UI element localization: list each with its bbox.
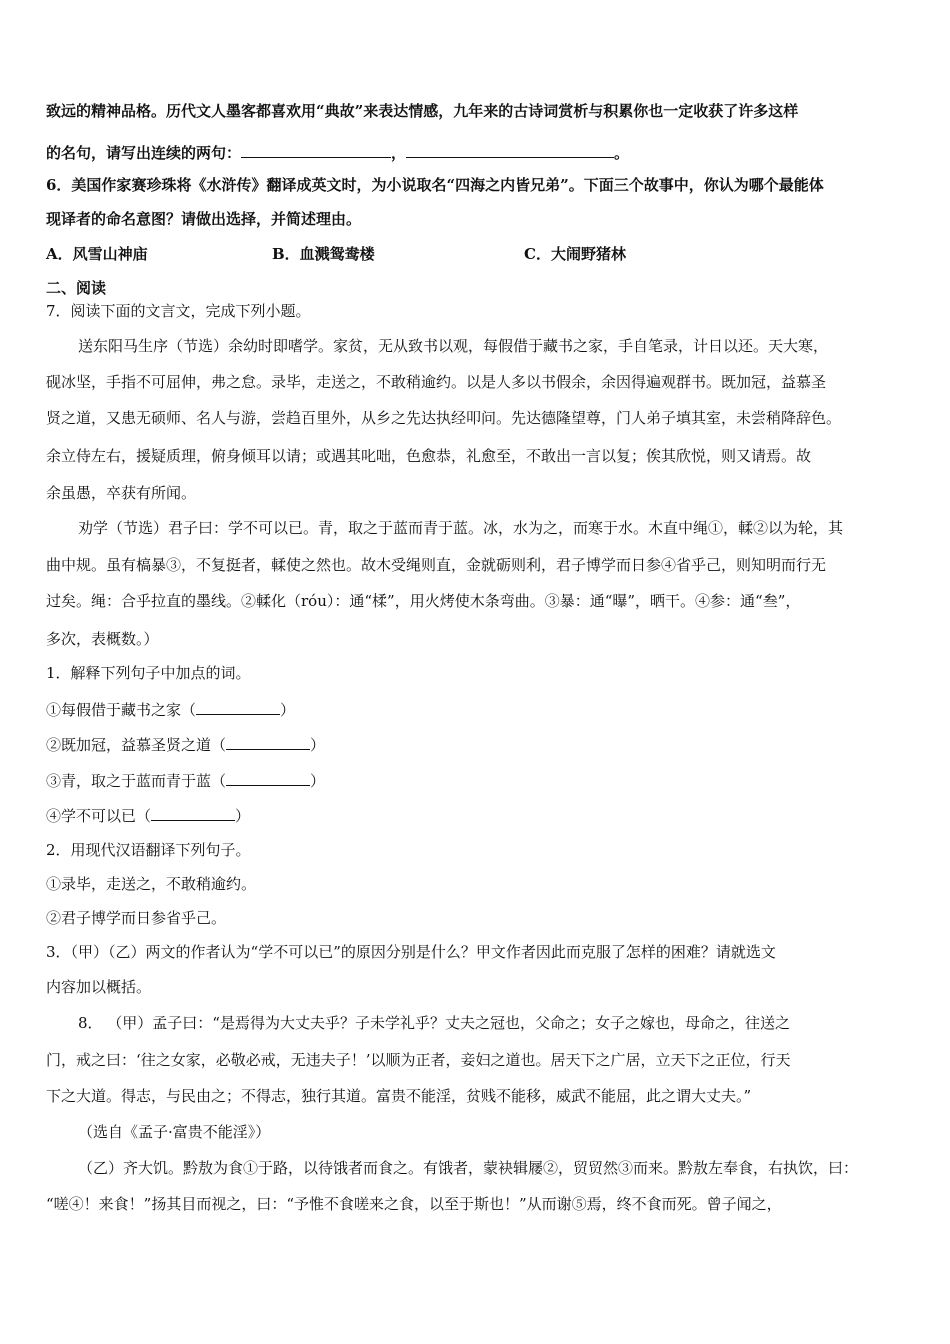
item-text: ④学不可以已（: [46, 807, 152, 825]
paren: ）: [310, 736, 326, 754]
fill-in-line: [46, 141, 629, 163]
paren: ）: [235, 807, 251, 825]
answer-blank[interactable]: [151, 804, 235, 821]
text-yi-line: （乙）齐大饥。黔敖为食①于路，以待饿者而食之。有饿者，蒙袂辑屦②，贸贸然③而来。黔敖左奉食，右执饮，曰：: [78, 1159, 859, 1177]
period: 。: [614, 144, 630, 162]
paragraph-line: 致远的精神品格。历代文人墨客都喜欢用“典故”来表达情感，九年来的古诗词赏析与积累你也一定收获了许多这样: [46, 102, 799, 120]
item-text: ③青，取之于蓝而青于蓝（: [46, 772, 227, 790]
question-6-options: [46, 244, 626, 264]
answer-blank-2[interactable]: [406, 141, 614, 158]
sub-question-2-item: ②君子博学而日参省乎己。: [46, 909, 227, 927]
option-c: C．大闹野猪林: [524, 245, 626, 263]
sub-question-1-title: 1．解释下列句子中加点的词。: [46, 664, 251, 682]
answer-blank-1[interactable]: [241, 141, 391, 158]
question-6-line1: 6．美国作家赛珍珠将《水浒传》翻译成英文时，为小说取名“四海之内皆兄弟”。下面三个故事中，你认为哪个最能体: [46, 176, 824, 194]
answer-blank[interactable]: [226, 769, 310, 786]
question-6-line2: 现译者的命名意图？请做出选择，并简述理由。: [46, 210, 362, 228]
text-a-line: 余虽愚，卒获有所闻。: [46, 484, 197, 502]
text-b-line: 过矣。绳：合乎拉直的墨线。②輮化（róu）：通“楺”，用火烤使木条弯曲。③暴：通“曝”，晒干。④参：通“叁”，: [46, 592, 801, 610]
text-a-line: 送东阳马生序（节选）余幼时即嗜学。家贫，无从致书以观，每假借于藏书之家，手自笔录，计日以还。天大寒，: [78, 337, 829, 355]
sub-question-3-line1: 3．（甲）（乙）两文的作者认为“学不可以已”的原因分别是什么？甲文作者因此而克服了怎样的困难？请就选文: [46, 943, 776, 961]
sub-question-1-item: [46, 698, 295, 720]
comma: ，: [391, 144, 407, 162]
option-a: A．风雪山神庙: [46, 245, 148, 263]
answer-blank[interactable]: [226, 733, 310, 750]
text-b-line: 多次，表概数。）: [46, 630, 159, 648]
question-8-source: （选自《孟子·富贵不能淫》）: [78, 1123, 271, 1141]
paren: ）: [310, 772, 326, 790]
item-text: ①每假借于藏书之家（: [46, 701, 197, 719]
answer-blank[interactable]: [196, 698, 280, 715]
section-title: 二、阅读: [46, 279, 107, 297]
text-b-line: 劝学（节选）君子曰：学不可以已。青，取之于蓝而青于蓝。冰，水为之，而寒于水。木直中绳①，輮②以为轮，其: [78, 519, 844, 537]
sub-question-1-item: [46, 733, 325, 755]
question-8-line: 门，戒之曰：‘往之女家，必敬必戒，无违夫子！’以顺为正者，妾妇之道也。居天下之广居，立天下之正位，行天: [46, 1051, 791, 1069]
question-7-intro: 7．阅读下面的文言文，完成下列小题。: [46, 302, 311, 320]
question-8-line: 下之大道。得志，与民由之；不得志，独行其道。富贵不能淫，贫贱不能移，威武不能屈，此之谓大丈夫。”: [46, 1087, 752, 1105]
question-8-line: 8． （甲）孟子曰：“是焉得为大丈夫乎？子未学礼乎？丈夫之冠也，父命之；女子之嫁也，母命之，往送之: [78, 1014, 790, 1032]
text-a-line: 砚冰坚，手指不可屈伸，弗之怠。录毕，走送之，不敢稍逾约。以是人多以书假余，余因得遍观群书。既加冠，益慕圣: [46, 373, 827, 391]
text-yi-line: “嗟④！来食！”扬其目而视之，曰：“予惟不食嗟来之食，以至于斯也！”从而谢⑤焉，终不食而死。曾子闻之，: [46, 1195, 782, 1213]
sub-question-1-item: [46, 804, 250, 826]
prompt-text: 的名句，请写出连续的两句：: [46, 144, 242, 162]
text-a-line: 余立侍左右，援疑质理，俯身倾耳以请；或遇其叱咄，色愈恭，礼愈至，不敢出一言以复；俟其欣悦，则又请焉。故: [46, 447, 812, 465]
text-b-line: 曲中规。虽有槁暴③，不复挺者，輮使之然也。故木受绳则直，金就砺则利，君子博学而日参④省乎己，则知明而行无: [46, 556, 827, 574]
sub-question-3-line2: 内容加以概括。: [46, 978, 152, 996]
text-a-line: 贤之道，又患无硕师、名人与游，尝趋百里外，从乡之先达执经叩问。先达德隆望尊，门人弟子填其室，未尝稍降辞色。: [46, 409, 842, 427]
item-text: ②既加冠，益慕圣贤之道（: [46, 736, 227, 754]
sub-question-2-title: 2．用现代汉语翻译下列句子。: [46, 841, 251, 859]
sub-question-1-item: [46, 769, 325, 791]
sub-question-2-item: ①录毕，走送之，不敢稍逾约。: [46, 875, 257, 893]
paren: ）: [280, 701, 296, 719]
option-b: B．血溅鸳鸯楼: [272, 245, 375, 263]
